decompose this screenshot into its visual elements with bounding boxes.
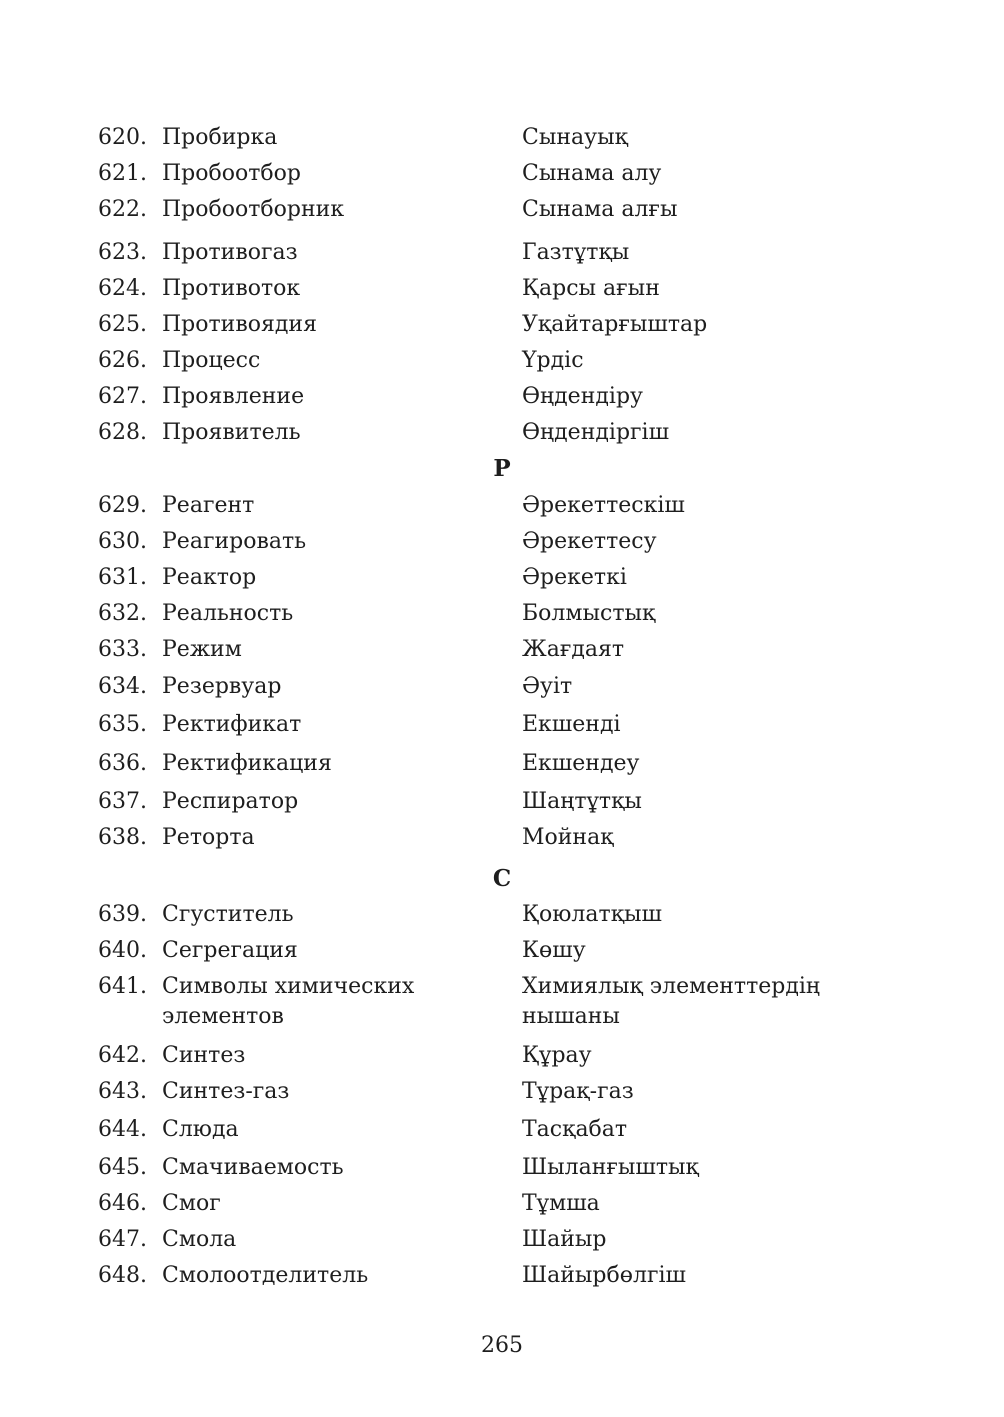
kazakh-term: Сынама алу (522, 161, 662, 186)
russian-term: Процесс (162, 348, 261, 373)
entry-number: 645. (98, 1155, 147, 1180)
entry-number: 630. (98, 529, 147, 554)
kazakh-term-continuation: нышаны (522, 1004, 620, 1029)
russian-term: Синтез (162, 1043, 246, 1068)
entry-number: 637. (98, 789, 147, 814)
entry-number: 621. (98, 161, 147, 186)
russian-term: Смачиваемость (162, 1155, 344, 1180)
kazakh-term: Құрау (522, 1043, 592, 1068)
entry-number: 643. (98, 1079, 147, 1104)
entry-number: 641. (98, 974, 147, 999)
kazakh-term: Әрекеттесу (522, 529, 657, 554)
russian-term: Респиратор (162, 789, 299, 814)
entry-number: 624. (98, 276, 147, 301)
kazakh-term: Өңдендіргіш (522, 420, 670, 445)
russian-term: Символы химических (162, 974, 415, 999)
russian-term: Противогаз (162, 240, 298, 265)
entry-number: 642. (98, 1043, 147, 1068)
kazakh-term: Тұрақ-газ (522, 1079, 634, 1104)
entry-number: 638. (98, 825, 147, 850)
page-number: 265 (481, 1333, 523, 1358)
entry-number: 625. (98, 312, 147, 337)
kazakh-term: Шаңтұтқы (522, 789, 642, 814)
entry-number: 640. (98, 938, 147, 963)
russian-term: Слюда (162, 1117, 239, 1142)
kazakh-term: Әуіт (522, 674, 573, 699)
kazakh-term: Қоюлатқыш (522, 902, 662, 927)
kazakh-term: Сынама алғы (522, 197, 678, 222)
entry-number: 626. (98, 348, 147, 373)
kazakh-term: Үрдіс (522, 348, 584, 373)
entry-number: 636. (98, 751, 147, 776)
entry-number: 622. (98, 197, 147, 222)
entry-number: 639. (98, 902, 147, 927)
kazakh-term: Көшу (522, 938, 586, 963)
russian-term: Смог (162, 1191, 221, 1216)
entry-number: 629. (98, 493, 147, 518)
russian-term: Проявитель (162, 420, 301, 445)
kazakh-term: Қарсы ағын (522, 276, 660, 301)
section-letter-s: С (492, 865, 512, 892)
russian-term: Проявление (162, 384, 305, 409)
entry-number: 648. (98, 1263, 147, 1288)
russian-term: Реагировать (162, 529, 307, 554)
section-letter-r: Р (493, 455, 511, 482)
russian-term: Ректификат (162, 712, 302, 737)
entry-number: 635. (98, 712, 147, 737)
russian-term: Смолоотделитель (162, 1263, 369, 1288)
kazakh-term: Сынауық (522, 125, 628, 150)
russian-term: Пробоотборник (162, 197, 345, 222)
russian-term: Реторта (162, 825, 255, 850)
entry-number: 647. (98, 1227, 147, 1252)
kazakh-term: Мойнақ (522, 825, 614, 850)
russian-term: Противоток (162, 276, 301, 301)
kazakh-term: Әрекеттескіш (522, 493, 685, 518)
russian-term: Противоядия (162, 312, 317, 337)
russian-term: Сгуститель (162, 902, 294, 927)
kazakh-term: Шыланғыштық (522, 1155, 699, 1180)
russian-term-continuation: элементов (162, 1004, 284, 1029)
russian-term: Режим (162, 637, 242, 662)
kazakh-term: Екшенді (522, 712, 621, 737)
entry-number: 632. (98, 601, 147, 626)
russian-term: Реагент (162, 493, 255, 518)
kazakh-term: Химиялық элементтердің (522, 974, 821, 999)
kazakh-term: Уқайтарғыштар (522, 312, 708, 337)
kazakh-term: Өңдендіру (522, 384, 643, 409)
kazakh-term: Тасқабат (522, 1117, 628, 1142)
entry-number: 628. (98, 420, 147, 445)
russian-term: Пробоотбор (162, 161, 301, 186)
russian-term: Смола (162, 1227, 237, 1252)
russian-term: Реальность (162, 601, 294, 626)
kazakh-term: Тұмша (522, 1191, 600, 1216)
russian-term: Резервуар (162, 674, 282, 699)
kazakh-term: Болмыстық (522, 601, 656, 626)
entry-number: 646. (98, 1191, 147, 1216)
entry-number: 634. (98, 674, 147, 699)
kazakh-term: Шайыр (522, 1227, 607, 1252)
entry-number: 631. (98, 565, 147, 590)
entry-number: 627. (98, 384, 147, 409)
entry-number: 623. (98, 240, 147, 265)
entry-number: 620. (98, 125, 147, 150)
russian-term: Синтез-газ (162, 1079, 290, 1104)
kazakh-term: Газтұтқы (522, 240, 630, 265)
russian-term: Реактор (162, 565, 257, 590)
kazakh-term: Жағдаят (522, 637, 625, 662)
entry-number: 644. (98, 1117, 147, 1142)
russian-term: Пробирка (162, 125, 278, 150)
entry-number: 633. (98, 637, 147, 662)
kazakh-term: Екшендеу (522, 751, 640, 776)
russian-term: Сегрегация (162, 938, 298, 963)
kazakh-term: Шайырбөлгіш (522, 1263, 686, 1288)
russian-term: Ректификация (162, 751, 332, 776)
kazakh-term: Әрекеткі (522, 565, 627, 590)
